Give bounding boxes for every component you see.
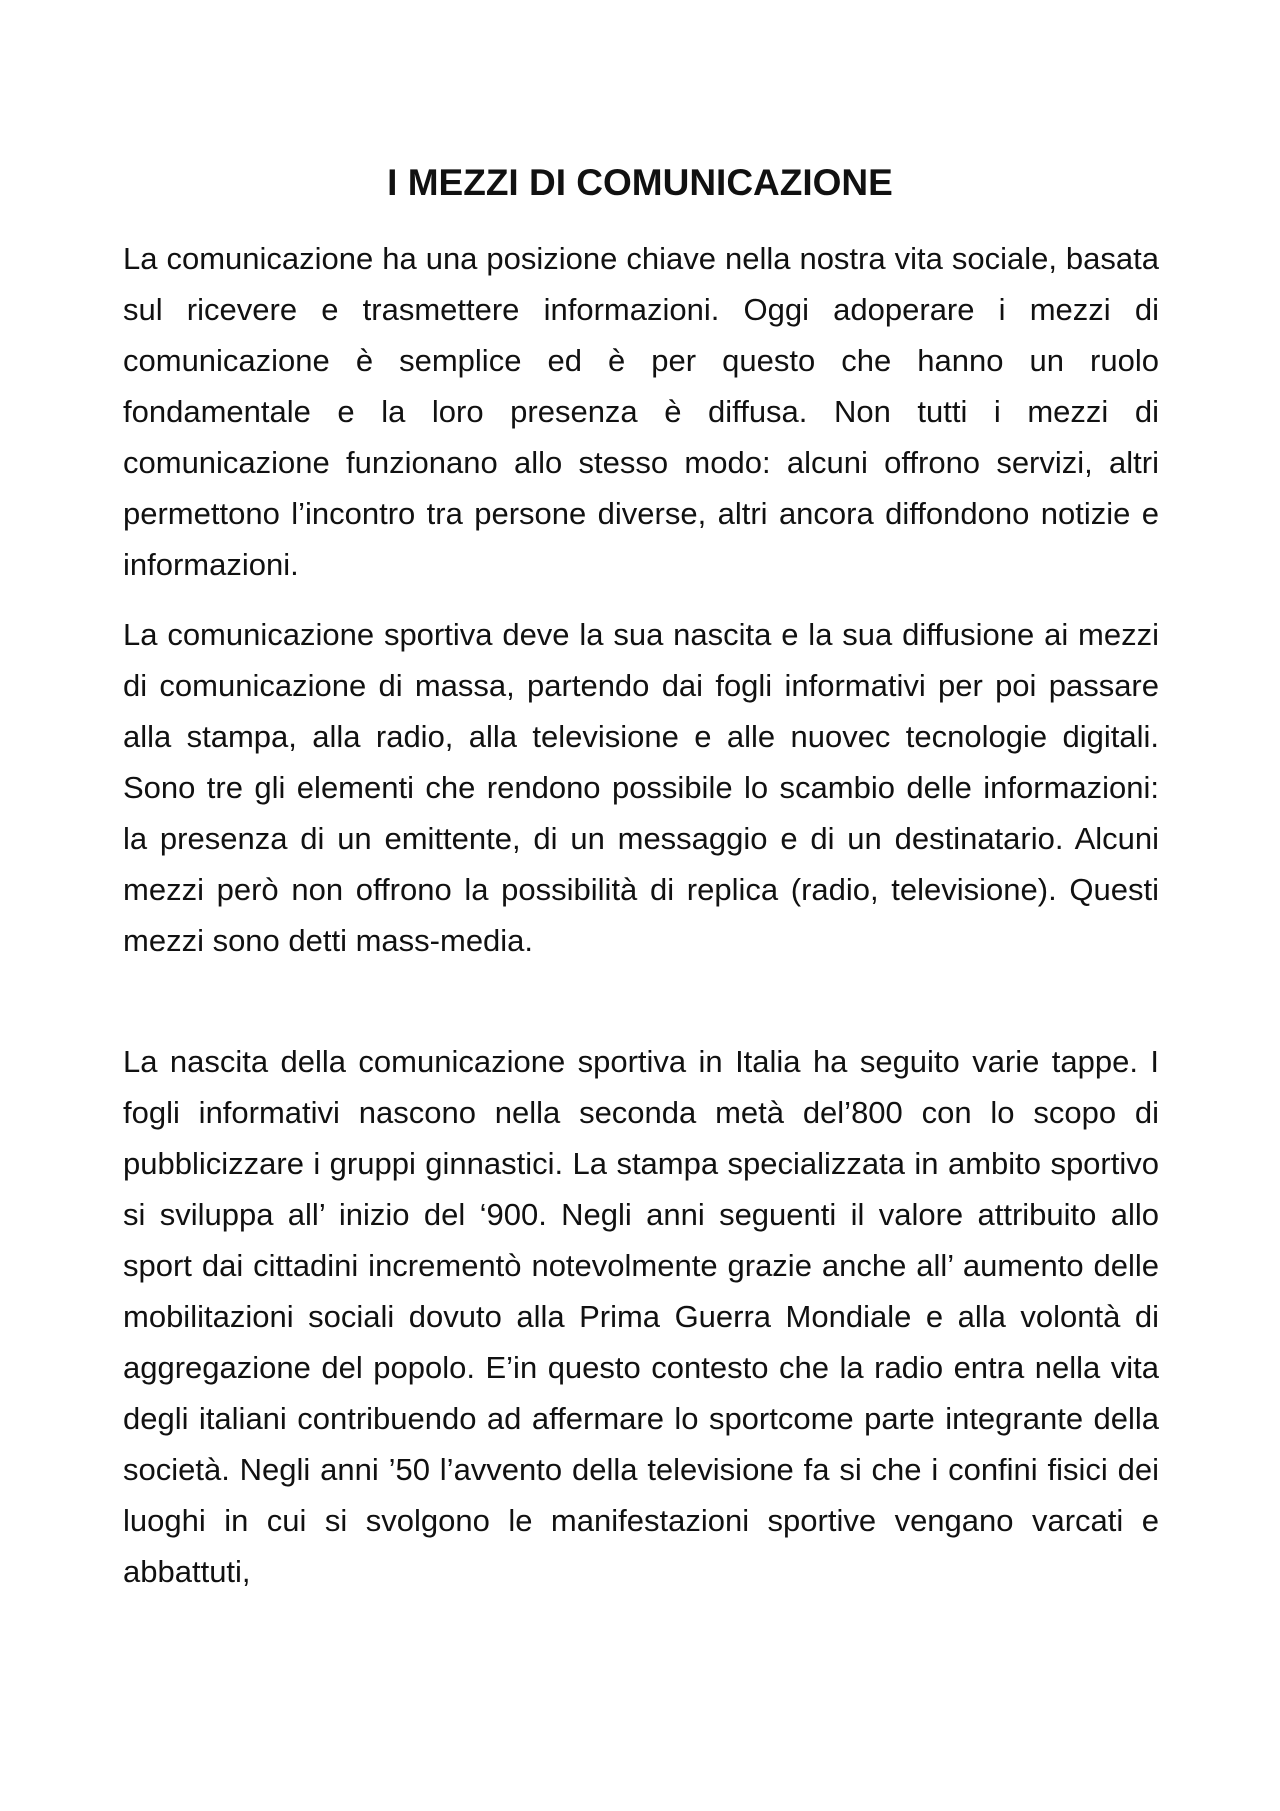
- document-title: I MEZZI DI COMUNICAZIONE: [387, 162, 893, 203]
- paragraph-3: La nascita della comunicazione sportiva in Italia ha seguito varie tappe. I fogli informativi nascono nella seconda metà del’800 con lo scopo di pubblicizzare i gruppi ginnastici. La stampa specializzata in ambito sportivo si sviluppa all’ inizio del ‘900. Negli anni seguenti il valore attribuito allo sport dai cittadini incrementò notevolmente grazie anche all’ aumento delle mobilitazioni sociali dovuto alla Prima Guerra Mondiale e alla volontà di aggregazione del popolo. E’in questo contesto che la radio entra nella vita degli italiani contribuendo ad affermare lo sportcome parte integrante della società. Negli anni ’50 l’avvento della televisione fa si che i confini fisici dei luoghi in cui si svolgono le manifestazioni sportive vengano varcati e abbattuti,: [123, 1044, 1159, 1589]
- paragraph-2: La comunicazione sportiva deve la sua nascita e la sua diffusione ai mezzi di comunicazione di massa, partendo dai fogli informativi per poi passare alla stampa, alla radio, alla televisione e alle nuovec tecnologie digitali. Sono tre gli elementi che rendono possibile lo scambio delle informazioni: la presenza di un emittente, di un messaggio e di un destinatario. Alcuni mezzi però non offrono la possibilità di replica (radio, televisione). Questi mezzi sono detti mass-media.: [123, 617, 1159, 958]
- paragraph-1: La comunicazione ha una posizione chiave nella nostra vita sociale, basata sul ricevere e trasmettere informazioni. Oggi adoperare i mezzi di comunicazione è semplice ed è per questo che hanno un ruolo fondamentale e la loro presenza è diffusa. Non tutti i mezzi di comunicazione funzionano allo stesso modo: alcuni offrono servizi, altri permettono l’incontro tra persone diverse, altri ancora diffondono notizie e informazioni.: [123, 241, 1159, 582]
